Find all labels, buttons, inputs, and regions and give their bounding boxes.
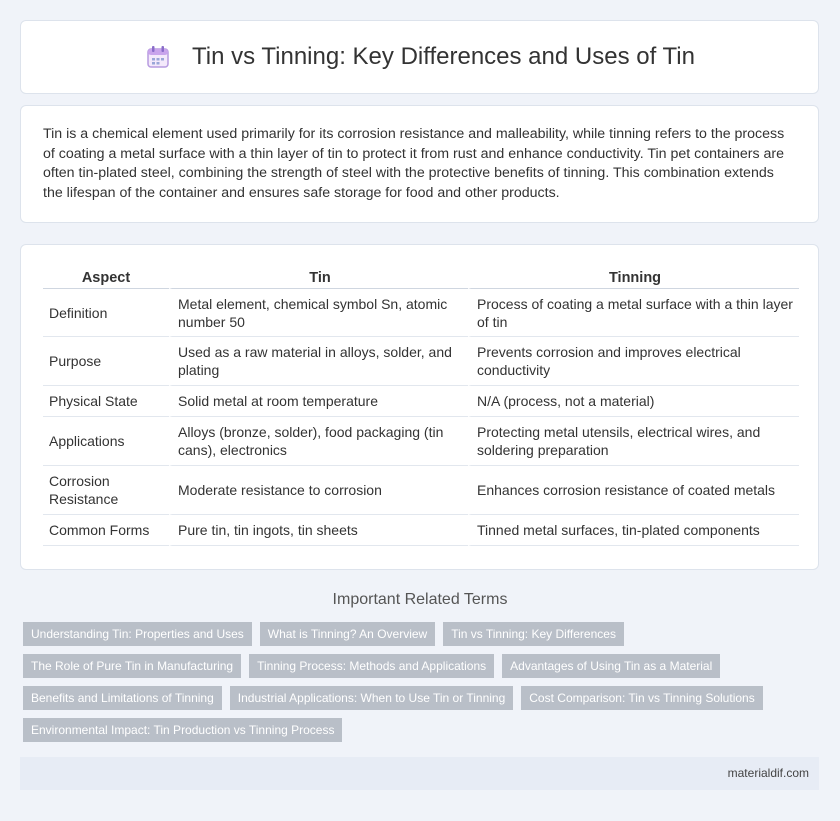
- cell-tinning: Tinned metal surfaces, tin-plated components: [468, 515, 799, 546]
- comparison-table: [43, 266, 799, 546]
- footer-site-link[interactable]: materialdif.com: [727, 766, 809, 780]
- comparison-table-card: [20, 244, 819, 570]
- cell-tin: Used as a raw material in alloys, solder, and plating: [169, 337, 468, 386]
- cell-aspect: Physical State: [43, 386, 169, 417]
- page-title: Tin vs Tinning: Key Differences and Uses of Tin: [192, 43, 695, 70]
- intro-card: [20, 105, 819, 223]
- intro-paragraph: Tin is a chemical element used primarily for its corrosion resistance and malleability, while tinning refers to the process of coating a metal surface with a thin layer of tin to protect it from rust and enhance conductivity. Tin pet containers are often tin-plated steel, combining the strength of steel with the protective benefits of tinning. This combination extends the lifespan of the container and ensures safe storage for food and other products.: [43, 126, 785, 201]
- table-row: [43, 417, 799, 466]
- table-row: [43, 289, 799, 337]
- header-tinning: Tinning: [468, 266, 799, 289]
- table-header-row: [43, 266, 799, 289]
- tag-link[interactable]: Tin vs Tinning: Key Differences: [443, 622, 624, 646]
- cell-tinning: Process of coating a metal surface with a thin layer of tin: [468, 289, 799, 337]
- tag-link[interactable]: Environmental Impact: Tin Production vs Tinning Process: [23, 718, 342, 742]
- cell-aspect: Purpose: [43, 337, 169, 386]
- tag-link[interactable]: Benefits and Limitations of Tinning: [23, 686, 222, 710]
- table-row: [43, 515, 799, 546]
- tag-link[interactable]: Industrial Applications: When to Use Tin or Tinning: [230, 686, 513, 710]
- tag-link[interactable]: The Role of Pure Tin in Manufacturing: [23, 654, 241, 678]
- cell-tin: Solid metal at room temperature: [169, 386, 468, 417]
- header-aspect: Aspect: [43, 266, 169, 289]
- table-row: [43, 337, 799, 386]
- header-tin: Tin: [169, 266, 468, 289]
- cell-tin: Moderate resistance to corrosion: [169, 466, 468, 515]
- cell-aspect: Corrosion Resistance: [43, 466, 169, 515]
- cell-tinning: Protecting metal utensils, electrical wires, and soldering preparation: [468, 417, 799, 466]
- cell-aspect: Definition: [43, 289, 169, 337]
- related-terms-heading: Important Related Terms: [332, 591, 508, 608]
- cell-tin: Pure tin, tin ingots, tin sheets: [169, 515, 468, 546]
- tag-link[interactable]: Tinning Process: Methods and Applications: [249, 654, 494, 678]
- cell-tinning: Prevents corrosion and improves electrical conductivity: [468, 337, 799, 386]
- cell-tinning: Enhances corrosion resistance of coated metals: [468, 466, 799, 515]
- tag-link[interactable]: Advantages of Using Tin as a Material: [502, 654, 720, 678]
- calendar-icon: [144, 43, 172, 71]
- related-terms-tags: [23, 622, 823, 750]
- tag-link[interactable]: Understanding Tin: Properties and Uses: [23, 622, 252, 646]
- tag-link[interactable]: Cost Comparison: Tin vs Tinning Solutions: [521, 686, 762, 710]
- title-card: [20, 20, 819, 94]
- table-row: [43, 466, 799, 515]
- table-row: [43, 386, 799, 417]
- tag-link[interactable]: What is Tinning? An Overview: [260, 622, 435, 646]
- footer: [20, 757, 819, 790]
- cell-tin: Alloys (bronze, solder), food packaging (tin cans), electronics: [169, 417, 468, 466]
- cell-tin: Metal element, chemical symbol Sn, atomic number 50: [169, 289, 468, 337]
- cell-tinning: N/A (process, not a material): [468, 386, 799, 417]
- cell-aspect: Applications: [43, 417, 169, 466]
- cell-aspect: Common Forms: [43, 515, 169, 546]
